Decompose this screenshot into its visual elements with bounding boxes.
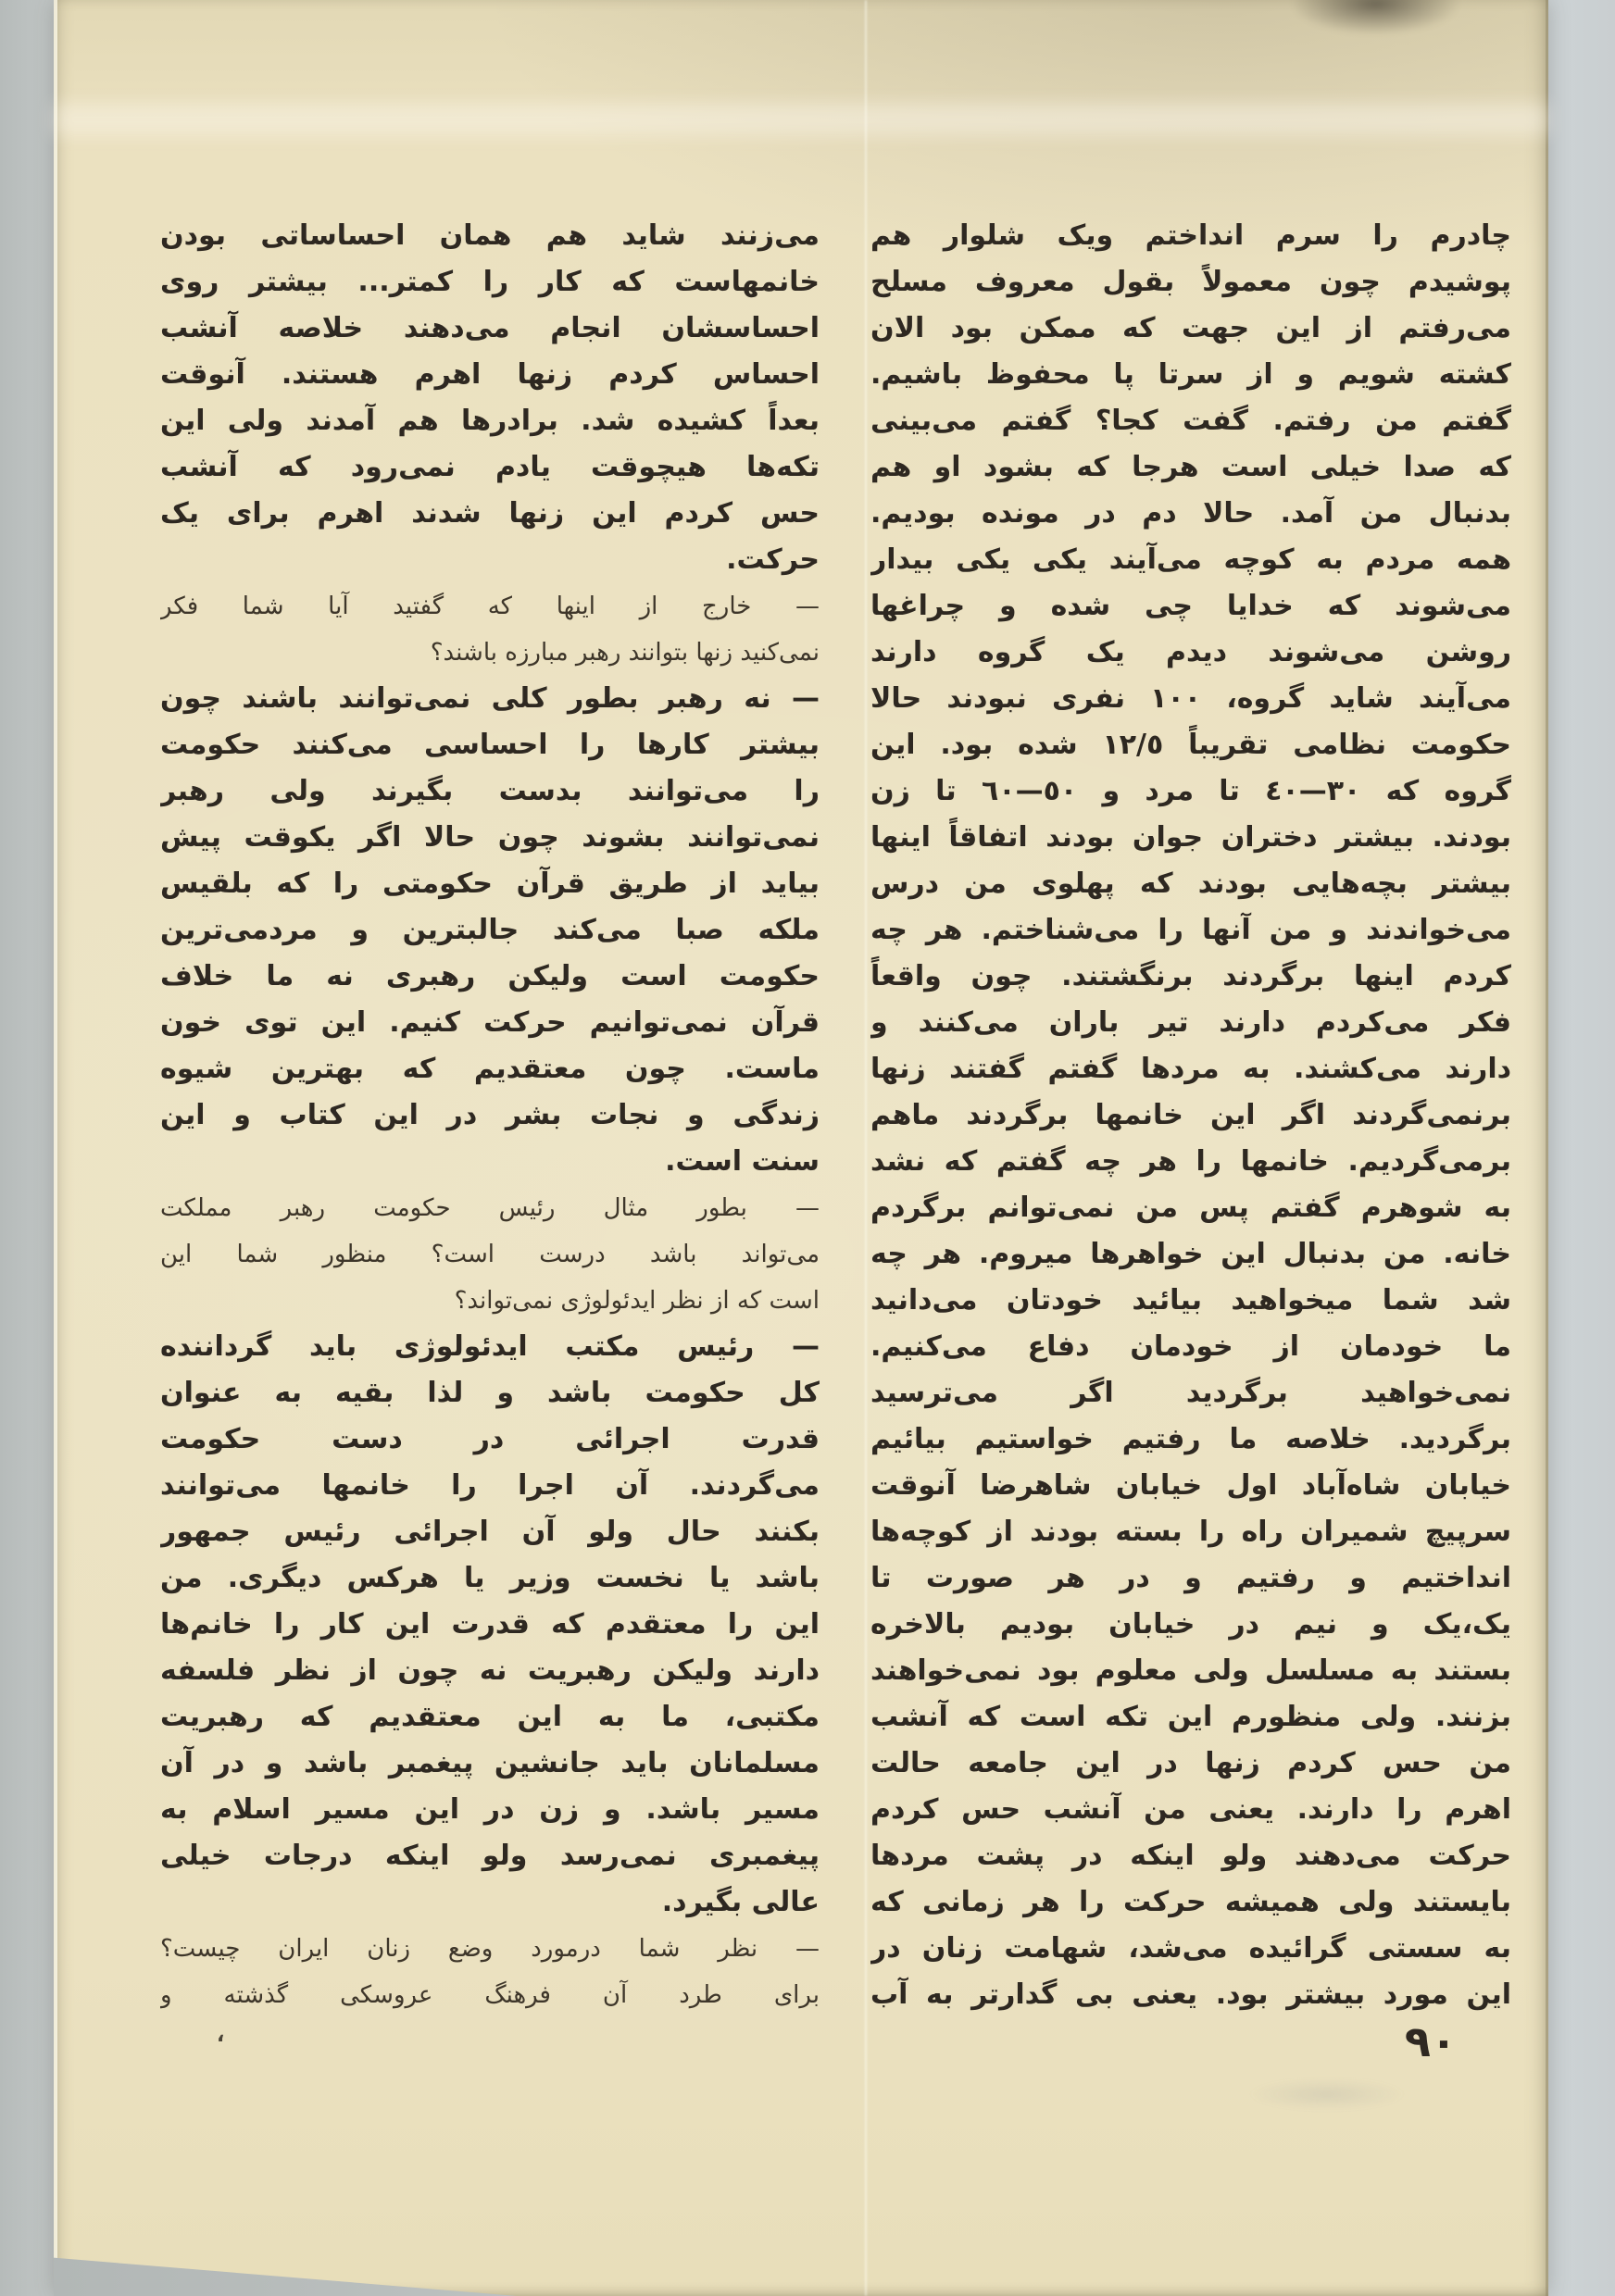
- answer-line: فکر می‌کردم دارند تیر باران می‌کنند و: [870, 1006, 1511, 1039]
- answer-line: حرکت.: [726, 543, 820, 576]
- answer-line: احساس کردم زنها اهرم هستند. آنوقت: [160, 358, 820, 391]
- answer-line: انداختیم و رفتیم و در هر صورت تا: [870, 1562, 1511, 1594]
- answer-line: را می‌توانند بدست بگیرند ولی رهبر: [160, 775, 820, 807]
- answer-line: ما خودمان از خودمان دفاع می‌کنیم.: [870, 1330, 1511, 1363]
- answer-line: بعداً کشیده شد. برادرها هم آمدند ولی این: [160, 405, 820, 437]
- answer-line: سرپیچ شمیران راه را بسته بودند از کوچه‌ها: [870, 1516, 1511, 1548]
- answer-line: اهرم را دارند. یعنی من آنشب حس کردم: [870, 1793, 1511, 1826]
- answer-line: سنت است.: [665, 1145, 820, 1178]
- answer-line: نمی‌خواهید برگردید اگر می‌ترسید: [870, 1377, 1511, 1409]
- answer-line: ملکه صبا می‌کند جالبترین و مردمی‌ترین: [160, 914, 820, 946]
- answer-line: کل حکومت باشد و لذا بقیه به عنوان: [160, 1377, 820, 1409]
- answer-line: یک،یک و نیم در خیابان بودیم بالاخره: [870, 1608, 1511, 1641]
- answer-line: حرکت می‌دهند ولو اینکه در پشت مردها: [870, 1840, 1511, 1872]
- answer-line: حکومت است ولیکن رهبری نه ما خلاف: [160, 960, 820, 992]
- answer-line: خانمهاست که کار را کمتر... بیشتر روی: [160, 266, 820, 298]
- question-line: — خارج از اینها که گفتید آیا شما فکر: [160, 593, 820, 620]
- answer-line: خانه. من بدنبال این خواهرها میروم. هر چه: [870, 1238, 1511, 1270]
- question-line: — بطور مثال رئیس حکومت رهبر مملکت: [160, 1194, 820, 1222]
- pencil-smudge: [1248, 2078, 1406, 2110]
- answer-line: من حس کردم زنها در این جامعه حالت: [870, 1747, 1511, 1779]
- answer-line: برمی‌گردیم. خانمها را هر چه گفتم که نشد: [870, 1145, 1511, 1178]
- answer-line: بدنبال من آمد. حالا دم در مونده بودیم.: [870, 497, 1511, 530]
- answer-line: — رئیس مکتب ایدئولوژی باید گرداننده: [160, 1330, 820, 1363]
- answer-line: این مورد بیشتر بود. یعنی بی گدارتر به آب: [870, 1978, 1511, 2011]
- answer-line: به شوهرم گفتم پس من نمی‌توانم برگردم: [870, 1192, 1511, 1224]
- answer-line: دارند می‌کشند. به مردها گفتم گفتند زنها: [870, 1053, 1511, 1085]
- answer-line: روشن می‌شوند دیدم یک گروه دارند: [870, 636, 1511, 668]
- question-line: — نظر شما درمورد وضع زنان ایران چیست؟: [160, 1935, 820, 1963]
- answer-line: این را معتقدم که قدرت این کار را خانم‌ها: [160, 1608, 820, 1641]
- question-line: است که از نظر ایدئولوژی نمی‌تواند؟: [454, 1287, 820, 1315]
- answer-line: بستند به مسلسل ولی معلوم بود نمی‌خواهند: [870, 1654, 1511, 1687]
- answer-line: زندگی و نجات بشر در این کتاب و این: [160, 1099, 820, 1131]
- answer-line: مکتبی، ما به این معتقدیم که رهبریت: [160, 1701, 820, 1733]
- ink-speck: ،: [217, 2024, 225, 2047]
- answer-line: دارند ولیکن رهبریت نه چون از نظر فلسفه: [160, 1654, 820, 1687]
- text-column-left: [160, 213, 820, 2018]
- answer-line: عالی بگیرد.: [661, 1886, 820, 1918]
- answer-line: خیابان شاه‌آباد اول خیابان شاهرضا آنوقت: [870, 1469, 1511, 1502]
- answer-line: می‌گردند. آن اجرا را خانمها می‌توانند: [160, 1469, 820, 1502]
- question-line: می‌تواند باشد درست است؟ منظور شما این: [160, 1241, 820, 1268]
- answer-line: بایستند ولی همیشه حرکت را هر زمانی که: [870, 1886, 1511, 1918]
- answer-line: حکومت نظامی تقریباً ١٢/٥ شده بود. این: [870, 729, 1511, 761]
- scan-shadow-smudge: [1290, 0, 1461, 35]
- answer-line: چادرم را سرم انداختم ویک شلوار هم: [870, 219, 1511, 252]
- answer-line: گفتم من رفتم. گفت کجا؟ گفتم می‌بینی: [870, 405, 1511, 437]
- answer-line: حس کردم این زنها شدند اهرم برای یک: [160, 497, 820, 530]
- answer-line: ماست. چون معتقدیم که بهترین شیوه: [160, 1053, 820, 1085]
- vertical-paper-crease: [865, 0, 867, 2296]
- answer-line: برنمی‌گردند اگر این خانمها برگردند ماهم: [870, 1099, 1511, 1131]
- answer-line: گروه که ٣٠—٤٠ تا مرد و ٥٠—٦٠ تا زن: [870, 775, 1511, 807]
- answer-line: می‌زنند شاید هم همان احساساتی بودن: [160, 219, 820, 252]
- answer-line: مسلمانان باید جانشین پیغمبر باشد و در آن: [160, 1747, 820, 1779]
- scanner-bed-corner: [54, 2253, 517, 2296]
- horizontal-paper-crease: [54, 104, 1548, 135]
- question-line: برای طرد آن فرهنگ عروسکی گذشته و: [160, 1981, 820, 2009]
- answer-line: بکنند حال ولو آن اجرائی رئیس جمهور: [160, 1516, 820, 1548]
- answer-line: تکه‌ها هیچوقت یادم نمی‌رود که آنشب: [160, 451, 820, 483]
- answer-line: باشد یا نخست وزیر یا هرکس دیگری. من: [160, 1562, 820, 1594]
- answer-line: می‌آیند شاید گروه، ١٠٠ نفری نبودند حالا: [870, 682, 1511, 715]
- question-line: نمی‌کنید زنها بتوانند رهبر مبارزه باشند؟: [430, 639, 820, 667]
- answer-line: بزنند. ولی منظورم این تکه است که آنشب: [870, 1701, 1511, 1733]
- text-column-right: [870, 213, 1511, 2018]
- answer-line: کردم اینها برگردند برنگشتند. چون واقعاً: [870, 960, 1511, 992]
- answer-line: به سستی گرائیده می‌شد، شهامت زنان در: [870, 1932, 1511, 1965]
- answer-line: کشته شویم و از سرتا پا محفوظ باشیم.: [870, 358, 1511, 391]
- answer-line: قرآن نمی‌توانیم حرکت کنیم. این توی خون: [160, 1006, 820, 1039]
- answer-line: می‌رفتم از این جهت که ممکن بود الان: [870, 312, 1511, 344]
- answer-line: پیغمبری نمی‌رسد ولو اینکه درجات خیلی: [160, 1840, 820, 1872]
- answer-line: می‌خواندند و من آنها را می‌شناختم. هر چه: [870, 914, 1511, 946]
- answer-line: بیشتر کارها را احساسی می‌کنند حکومت: [160, 729, 820, 761]
- answer-line: — نه رهبر بطور کلی نمی‌توانند باشند چون: [160, 682, 820, 715]
- answer-line: همه مردم به کوچه می‌آیند یکی یکی بیدار: [870, 543, 1511, 576]
- answer-line: شد شما میخواهید بیائید خودتان می‌دانید: [870, 1284, 1511, 1316]
- answer-line: نمی‌توانند بشوند چون حالا اگر یکوقت پیش: [160, 821, 820, 854]
- page-number: ٩٠: [1404, 2016, 1457, 2066]
- answer-line: می‌شوند که خدایا چی شده و چراغها: [870, 590, 1511, 622]
- answer-line: بیاید از طریق قرآن حکومتی را که بلقیس: [160, 867, 820, 900]
- answer-line: قدرت اجرائی در دست حکومت: [160, 1423, 820, 1455]
- scanned-page: [54, 0, 1548, 2296]
- answer-line: بیشتر بچه‌هایی بودند که پهلوی من درس: [870, 867, 1511, 900]
- answer-line: مسیر باشد. و زن در این مسیر اسلام به: [160, 1793, 820, 1826]
- answer-line: که صدا خیلی است هرجا که بشود او هم: [870, 451, 1511, 483]
- answer-line: بودند. بیشتر دختران جوان بودند اتفاقاً اینها: [870, 821, 1511, 854]
- answer-line: احساسشان انجام می‌دهند خلاصه آنشب: [160, 312, 820, 344]
- answer-line: پوشیدم چون معمولاً بقول معروف مسلح: [870, 266, 1511, 298]
- answer-line: برگردید. خلاصه ما رفتیم خواستیم بیائیم: [870, 1423, 1511, 1455]
